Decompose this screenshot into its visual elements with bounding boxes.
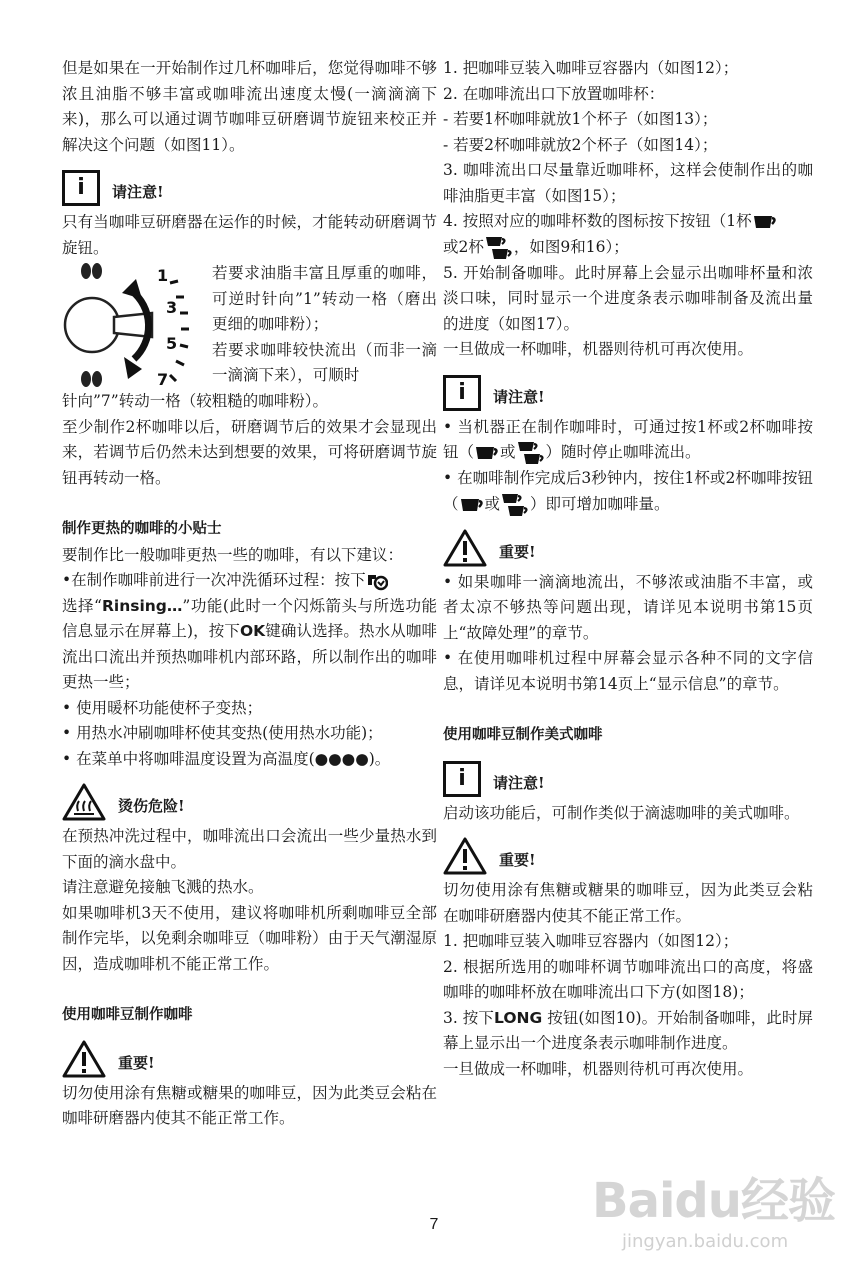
hot-surface-warning-icon xyxy=(62,783,106,821)
page-number: 7 xyxy=(429,1216,439,1233)
grind-coarse-cont: 针向”7”转动一格（较粗糙的咖啡粉）。 xyxy=(62,392,328,410)
step-1: 1. 把咖啡豆装入咖啡豆容器内（如图12）； xyxy=(443,59,739,77)
grinder-dial-figure xyxy=(62,261,212,389)
important-text: 切勿使用涂有焦糖或糖果的咖啡豆，因为此类豆会粘在咖啡研磨器内使其不能正常工作。 xyxy=(62,1083,437,1127)
step-3: 3. 咖啡流出口尽量靠近咖啡杯，这样会使制作出的咖啡油脂更丰富（如图15）； xyxy=(443,161,813,205)
grind-coarse-text: 若要求咖啡较快流出（而非一滴一滴滴下来），可顺时 xyxy=(212,340,437,384)
watermark-url: jingyan.baidu.com xyxy=(622,1231,789,1252)
info-icon: i xyxy=(443,375,481,411)
dial-label-1: 1 xyxy=(157,266,169,285)
two-cup-icon xyxy=(500,492,530,518)
hot-bullet-2: • 使用暖杯功能使杯子变热； xyxy=(62,698,263,717)
note2-bullet-2: • 在咖啡制作完成后3秒钟内，按住1杯或2杯咖啡按钮（ 或 ）即可增加咖啡量。 xyxy=(443,466,813,518)
important-heading-2 xyxy=(443,528,813,568)
note3-text: 启动该功能后，可制作类似于滴滤咖啡的美式咖啡。 xyxy=(443,803,800,822)
hot-bullet-3: • 用热水冲刷咖啡杯使其变热(使用热水功能)； xyxy=(62,724,383,742)
warning-icon xyxy=(443,837,487,875)
note-label: 请注意! xyxy=(493,773,545,792)
danger-label: 烫伤危险! xyxy=(118,797,185,816)
danger-p1: 在预热冲洗过程中，咖啡流出口会流出一些少量热水到下面的滴水盘中。 xyxy=(62,827,437,871)
hot-bullet-1: •在制作咖啡前进行一次冲洗循环过程：按下 选择“Rinsing…”功能(此时一个闪烁箭头与所选功能信息显示在屏幕上)，按下OK键确认选择。热水从咖啡流出口流出并预热咖啡机内部环路，所以制作出的咖啡更热一些； xyxy=(62,571,437,691)
left-column xyxy=(62,56,437,1132)
grind-fine-text: 若要求油脂丰富且厚重的咖啡，可逆时针向”1”转动一格（磨出更细的咖啡粉）； xyxy=(212,264,437,333)
dial-label-7: 7 xyxy=(157,370,169,389)
hot-bullet-4: • 在菜单中将咖啡温度设置为高温度(●●●●)。 xyxy=(62,749,391,768)
hot-intro: 要制作比一般咖啡更热一些的咖啡，有以下建议： xyxy=(62,545,404,564)
two-cup-icon xyxy=(516,440,546,466)
americano-heading: 使用咖啡豆制作美式咖啡 xyxy=(443,727,603,743)
imp2-bullet-1: • 如果咖啡一滴滴地流出，不够浓或油脂不丰富，或者太凉不够热等问题出现，请详见本说明书第15页上“故障处理”的章节。 xyxy=(443,572,813,642)
right-column xyxy=(443,56,813,1082)
important-label: 重要! xyxy=(118,1053,155,1072)
baidu-watermark xyxy=(592,1162,842,1272)
step-5: 5. 开始制备咖啡。此时屏幕上会显示出咖啡杯量和浓淡口味，同时显示一个进度条表示咖啡制备及流出量的进度（如图17）。 xyxy=(443,263,813,333)
note-text: 只有当咖啡豆研磨器在运作的时候，才能转动研磨调节旋钮。 xyxy=(62,213,437,257)
danger-p2: 请注意避免接触飞溅的热水。 xyxy=(62,878,264,896)
imp3-text: 切勿使用涂有焦糖或糖果的咖啡豆，因为此类豆会粘在咖啡研磨器内使其不能正常工作。 xyxy=(443,881,813,925)
one-cup-icon xyxy=(752,214,778,230)
coffee-beans-icon xyxy=(81,263,102,387)
intro-paragraph: 但是如果在一开始制作过几杯咖啡后，您觉得咖啡不够浓且油脂不够丰富或咖啡流出速度太慢(一滴滴滴下来)，那么可以通过调节咖啡豆研磨调节旋钮来校正并解决这个问题（如图11）。 xyxy=(62,59,437,154)
step-2a: - 若要1杯咖啡就放1个杯子（如图13）； xyxy=(443,110,718,128)
note-heading-3 xyxy=(443,759,813,799)
am-step-1: 1. 把咖啡豆装入咖啡豆容器内（如图12）； xyxy=(443,932,739,950)
important-heading-3 xyxy=(443,836,813,876)
am-step-4: 一旦做成一杯咖啡，机器则待机可再次使用。 xyxy=(443,1059,754,1078)
one-cup-icon xyxy=(459,497,485,513)
step-4: 4. 按照对应的咖啡杯数的图标按下按钮（1杯 或2杯 ，如图9和16）； xyxy=(443,209,813,261)
grinder-section xyxy=(62,261,437,389)
rinse-icon xyxy=(366,571,388,591)
hot-coffee-heading: 制作更热的咖啡的小贴士 xyxy=(62,521,222,537)
step-2: 2. 在咖啡流出口下放置咖啡杯： xyxy=(443,84,665,103)
imp2-bullet-2: • 在使用咖啡机过程中屏幕会显示各种不同的文字信息，请详见本说明书第14页上“显示信息”的章节。 xyxy=(443,649,813,693)
note-heading-2 xyxy=(443,373,813,413)
step-2b: - 若要2杯咖啡就放2个杯子（如图14）； xyxy=(443,135,718,154)
one-cup-icon xyxy=(474,445,500,461)
warning-icon xyxy=(62,1040,106,1078)
note-label: 请注意! xyxy=(112,183,164,202)
dial-label-5: 5 xyxy=(166,334,178,353)
am-step-3: 3. 按下LONG 按钮(如图10)。开始制备咖啡，此时屏幕上显示出一个进度条表示咖啡制作进度。 xyxy=(443,1008,814,1052)
grind-effect-text: 至少制作2杯咖啡以后，研磨调节后的效果才会显现出来，若调节后仍然未达到想要的效果，可将研磨调节旋钮再转动一格。 xyxy=(62,417,437,487)
note-label: 请注意! xyxy=(493,387,545,406)
note2-bullet-1: • 当机器正在制作咖啡时，可通过按1杯或2杯咖啡按钮（ 或 ）随时停止咖啡流出。 xyxy=(443,415,813,467)
step-6: 一旦做成一杯咖啡，机器则待机可再次使用。 xyxy=(443,340,754,358)
two-cup-icon xyxy=(484,235,514,261)
danger-p3: 如果咖啡机3天不使用，建议将咖啡机所剩咖啡豆全部制作完毕，以免剩余咖啡豆（咖啡粉）由于天气潮湿原因，造成咖啡机不能正常工作。 xyxy=(62,903,437,973)
grinder-text xyxy=(212,261,437,389)
important-label: 重要! xyxy=(499,542,536,561)
important-heading xyxy=(62,1039,437,1079)
important-label: 重要! xyxy=(499,851,536,870)
warning-icon xyxy=(443,529,487,567)
info-icon: i xyxy=(443,761,481,797)
danger-heading xyxy=(62,782,437,822)
bean-coffee-heading: 使用咖啡豆制作咖啡 xyxy=(62,1007,193,1023)
note-heading-1 xyxy=(62,168,437,208)
am-step-2: 2. 根据所选用的咖啡杯调节咖啡流出口的高度，将盛咖啡的咖啡杯放在咖啡流出口下方(如图18)； xyxy=(443,957,813,1001)
watermark-logo: Baidu经验 xyxy=(592,1173,835,1229)
dial-label-3: 3 xyxy=(166,298,178,317)
info-icon: i xyxy=(62,170,100,206)
